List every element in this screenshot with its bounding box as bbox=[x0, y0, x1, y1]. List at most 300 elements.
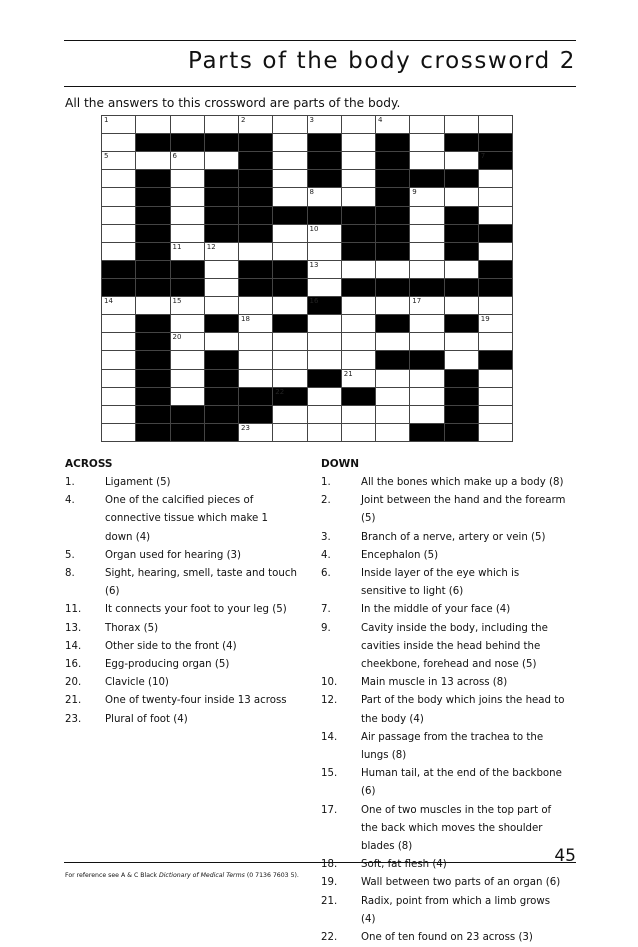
across-clue bbox=[65, 547, 297, 565]
grid-cell[interactable] bbox=[101, 242, 135, 260]
grid-cell-black bbox=[272, 278, 306, 296]
grid-cell[interactable] bbox=[307, 350, 341, 368]
grid-cell[interactable] bbox=[409, 260, 443, 278]
grid-cell[interactable] bbox=[238, 369, 272, 387]
clue-number: 15 bbox=[172, 297, 182, 306]
grid-cell[interactable] bbox=[341, 423, 375, 441]
grid-cell-black bbox=[444, 242, 478, 260]
clue-text: Encephalon (5) bbox=[361, 549, 439, 561]
grid-cell[interactable] bbox=[341, 314, 375, 332]
clue-index: 5. bbox=[65, 549, 75, 561]
grid-cell-black bbox=[238, 224, 272, 242]
grid-cell-black bbox=[135, 332, 169, 350]
grid-cell[interactable] bbox=[204, 242, 238, 260]
grid-cell-black bbox=[238, 387, 272, 405]
page-title: Parts of the body crossword 2 bbox=[188, 48, 576, 74]
grid-cell-black bbox=[375, 350, 409, 368]
grid-cell-black bbox=[341, 206, 375, 224]
clue-index: 21. bbox=[321, 895, 338, 907]
across-clue bbox=[65, 492, 297, 547]
grid-cell[interactable] bbox=[409, 151, 443, 169]
clue-number: 18 bbox=[241, 315, 250, 324]
down-clue bbox=[321, 765, 566, 801]
down-clue bbox=[321, 492, 566, 528]
title-underline bbox=[64, 86, 576, 87]
grid-cell[interactable] bbox=[307, 314, 341, 332]
grid-cell[interactable] bbox=[101, 296, 135, 314]
grid-cell-black bbox=[409, 350, 443, 368]
clue-number: 20 bbox=[172, 333, 182, 342]
grid-cell-black bbox=[478, 133, 512, 151]
grid-cell-black bbox=[272, 206, 306, 224]
grid-cell[interactable] bbox=[341, 115, 375, 133]
grid-cell[interactable] bbox=[272, 169, 306, 187]
grid-cell[interactable] bbox=[341, 187, 375, 205]
grid-cell-black bbox=[341, 242, 375, 260]
grid-cell-black bbox=[307, 206, 341, 224]
grid-cell[interactable] bbox=[135, 115, 169, 133]
clue-index: 19. bbox=[321, 877, 338, 889]
grid-cell[interactable] bbox=[272, 423, 306, 441]
grid-cell-black bbox=[341, 224, 375, 242]
grid-cell[interactable] bbox=[375, 332, 409, 350]
grid-cell[interactable] bbox=[170, 369, 204, 387]
grid-cell[interactable] bbox=[204, 278, 238, 296]
grid-cell-black bbox=[375, 224, 409, 242]
across-heading: ACROSS bbox=[65, 458, 113, 470]
grid-cell[interactable] bbox=[238, 350, 272, 368]
grid-cell[interactable] bbox=[341, 169, 375, 187]
grid-cell-black bbox=[478, 151, 512, 169]
grid-cell-black bbox=[375, 314, 409, 332]
grid-cell-black bbox=[375, 242, 409, 260]
clue-index: 9. bbox=[321, 622, 331, 634]
down-clues bbox=[321, 474, 566, 947]
grid-cell[interactable] bbox=[135, 296, 169, 314]
clue-index: 20. bbox=[65, 677, 82, 689]
clue-text: One of ten found on 23 across (3) bbox=[361, 932, 533, 944]
grid-cell-black bbox=[409, 169, 443, 187]
grid-cell-black bbox=[444, 405, 478, 423]
clue-number: 3 bbox=[309, 116, 314, 124]
grid-cell[interactable] bbox=[204, 332, 238, 350]
grid-cell-black bbox=[170, 260, 204, 278]
down-clue bbox=[321, 529, 566, 547]
clue-number: 2 bbox=[241, 116, 246, 124]
across-clue bbox=[65, 656, 297, 674]
grid-cell[interactable] bbox=[238, 115, 272, 133]
grid-cell[interactable] bbox=[101, 387, 135, 405]
bottom-rule bbox=[64, 862, 576, 863]
grid-cell-black bbox=[204, 187, 238, 205]
grid-cell[interactable] bbox=[478, 296, 512, 314]
grid-cell-black bbox=[478, 224, 512, 242]
grid-cell[interactable] bbox=[307, 115, 341, 133]
grid-cell[interactable] bbox=[101, 224, 135, 242]
down-clue bbox=[321, 601, 566, 619]
grid-cell-black bbox=[444, 224, 478, 242]
intro-text: All the answers to this crossword are parts of the body. bbox=[65, 96, 401, 110]
grid-cell[interactable] bbox=[101, 423, 135, 441]
grid-cell-black bbox=[238, 151, 272, 169]
down-clue bbox=[321, 565, 566, 601]
grid-cell-black bbox=[204, 387, 238, 405]
clue-text: Wall between two parts of an organ (6) bbox=[361, 877, 561, 889]
grid-cell[interactable] bbox=[375, 423, 409, 441]
grid-cell[interactable] bbox=[341, 332, 375, 350]
grid-cell[interactable] bbox=[170, 350, 204, 368]
grid-cell-black bbox=[444, 278, 478, 296]
grid-cell[interactable] bbox=[409, 387, 443, 405]
grid-cell-black bbox=[135, 224, 169, 242]
grid-cell[interactable] bbox=[307, 242, 341, 260]
grid-cell[interactable] bbox=[444, 350, 478, 368]
grid-cell-black bbox=[135, 187, 169, 205]
grid-cell-black bbox=[375, 151, 409, 169]
grid-cell-black bbox=[307, 133, 341, 151]
clue-index: 2. bbox=[321, 495, 331, 507]
grid-cell[interactable] bbox=[272, 350, 306, 368]
grid-cell[interactable] bbox=[170, 206, 204, 224]
grid-cell[interactable] bbox=[307, 224, 341, 242]
grid-cell-black bbox=[444, 423, 478, 441]
grid-cell-black bbox=[204, 206, 238, 224]
grid-cell[interactable] bbox=[341, 405, 375, 423]
grid-cell[interactable] bbox=[444, 187, 478, 205]
grid-cell[interactable] bbox=[444, 151, 478, 169]
grid-cell[interactable] bbox=[478, 242, 512, 260]
grid-cell-black bbox=[135, 387, 169, 405]
clue-text: Main muscle in 13 across (8) bbox=[361, 677, 508, 689]
grid-cell[interactable] bbox=[307, 332, 341, 350]
grid-cell[interactable] bbox=[478, 369, 512, 387]
grid-cell[interactable] bbox=[375, 115, 409, 133]
grid-cell[interactable] bbox=[307, 278, 341, 296]
top-rule bbox=[64, 40, 576, 41]
grid-cell[interactable] bbox=[478, 405, 512, 423]
grid-cell[interactable] bbox=[101, 206, 135, 224]
grid-cell-black bbox=[375, 278, 409, 296]
clue-number: 13 bbox=[309, 260, 319, 269]
grid-cell[interactable] bbox=[444, 296, 478, 314]
grid-cell[interactable] bbox=[272, 224, 306, 242]
grid-cell-black bbox=[204, 133, 238, 151]
grid-cell[interactable] bbox=[272, 369, 306, 387]
grid-cell-black bbox=[204, 224, 238, 242]
grid-cell-black bbox=[375, 133, 409, 151]
grid-cell[interactable] bbox=[409, 187, 443, 205]
clue-text: One of twenty-four inside 13 across bbox=[105, 695, 287, 707]
down-clue bbox=[321, 856, 566, 874]
grid-cell[interactable] bbox=[204, 151, 238, 169]
grid-cell[interactable] bbox=[478, 332, 512, 350]
grid-cell[interactable] bbox=[375, 369, 409, 387]
grid-cell[interactable] bbox=[101, 332, 135, 350]
clue-index: 6. bbox=[321, 568, 331, 580]
grid-cell-black bbox=[238, 278, 272, 296]
grid-cell[interactable] bbox=[272, 332, 306, 350]
clue-number: 16 bbox=[309, 297, 319, 306]
grid-cell-black bbox=[135, 314, 169, 332]
clue-text: Clavicle (10) bbox=[105, 677, 169, 689]
grid-cell-black bbox=[135, 278, 169, 296]
grid-cell[interactable] bbox=[375, 387, 409, 405]
grid-cell[interactable] bbox=[170, 187, 204, 205]
clue-number: 22 bbox=[275, 387, 285, 396]
grid-cell-black bbox=[170, 405, 204, 423]
grid-cell[interactable] bbox=[409, 332, 443, 350]
grid-cell[interactable] bbox=[375, 260, 409, 278]
clue-text: Plural of foot (4) bbox=[105, 713, 188, 725]
footer-text-after: (0 7136 7603 5). bbox=[244, 872, 299, 879]
grid-cell[interactable] bbox=[444, 332, 478, 350]
clue-index: 14. bbox=[65, 640, 82, 652]
page-number: 45 bbox=[554, 846, 576, 866]
grid-cell[interactable] bbox=[444, 115, 478, 133]
clue-text: Branch of a nerve, artery or vein (5) bbox=[361, 531, 546, 543]
across-clue bbox=[65, 674, 297, 692]
footer-book-title: Dictionary of Medical Terms bbox=[158, 872, 245, 879]
grid-cell-black bbox=[272, 260, 306, 278]
grid-cell-black bbox=[238, 133, 272, 151]
clue-index: 4. bbox=[321, 549, 331, 561]
grid-cell-black bbox=[135, 242, 169, 260]
grid-cell[interactable] bbox=[409, 369, 443, 387]
grid-cell[interactable] bbox=[478, 206, 512, 224]
grid-cell[interactable] bbox=[341, 151, 375, 169]
grid-cell[interactable] bbox=[170, 296, 204, 314]
grid-cell-black bbox=[238, 169, 272, 187]
grid-cell[interactable] bbox=[204, 296, 238, 314]
clue-index: 4. bbox=[65, 495, 75, 507]
grid-cell-black bbox=[409, 423, 443, 441]
grid-cell[interactable] bbox=[341, 133, 375, 151]
clue-text: Organ used for hearing (3) bbox=[105, 549, 241, 561]
grid-cell[interactable] bbox=[272, 242, 306, 260]
grid-cell-black bbox=[478, 260, 512, 278]
grid-cell[interactable] bbox=[272, 296, 306, 314]
down-heading: DOWN bbox=[321, 458, 360, 470]
grid-cell-black bbox=[135, 260, 169, 278]
grid-cell[interactable] bbox=[409, 314, 443, 332]
down-clue bbox=[321, 929, 566, 947]
grid-cell-black bbox=[135, 133, 169, 151]
clue-text: Air passage from the trachea to the lungs (8) bbox=[361, 731, 544, 762]
clue-number: 14 bbox=[104, 297, 113, 306]
grid-cell[interactable] bbox=[409, 206, 443, 224]
down-clue bbox=[321, 674, 566, 692]
grid-cell[interactable] bbox=[409, 224, 443, 242]
across-clue bbox=[65, 474, 297, 492]
grid-cell[interactable] bbox=[478, 314, 512, 332]
clue-text: Inside layer of the eye which is sensitive to light (6) bbox=[361, 568, 520, 598]
clue-text: It connects your foot to your leg (5) bbox=[105, 604, 287, 616]
grid-cell-black bbox=[101, 260, 135, 278]
grid-cell[interactable] bbox=[101, 350, 135, 368]
clue-index: 16. bbox=[65, 659, 82, 671]
clue-text: Soft, fat flesh (4) bbox=[361, 859, 447, 871]
down-clue bbox=[321, 620, 566, 675]
grid-cell-black bbox=[135, 350, 169, 368]
grid-cell[interactable] bbox=[478, 169, 512, 187]
clue-text: Human tail, at the end of the backbone (6) bbox=[361, 768, 562, 798]
across-clue bbox=[65, 711, 297, 729]
footer-reference bbox=[65, 872, 299, 879]
grid-cell[interactable] bbox=[101, 169, 135, 187]
grid-cell[interactable] bbox=[272, 151, 306, 169]
grid-cell[interactable] bbox=[375, 296, 409, 314]
grid-cell[interactable] bbox=[170, 242, 204, 260]
clue-index: 13. bbox=[65, 622, 82, 634]
clue-text: Ligament (5) bbox=[105, 477, 171, 488]
grid-cell[interactable] bbox=[101, 369, 135, 387]
grid-cell-black bbox=[444, 387, 478, 405]
footer-text-before: For reference see A & C Black bbox=[65, 872, 159, 879]
grid-cell[interactable] bbox=[341, 260, 375, 278]
grid-cell[interactable] bbox=[170, 115, 204, 133]
grid-cell[interactable] bbox=[341, 350, 375, 368]
grid-cell[interactable] bbox=[478, 187, 512, 205]
clue-text: One of the calcified pieces of connective tissue which make 1 down (4) bbox=[105, 495, 268, 543]
grid-cell-black bbox=[375, 169, 409, 187]
grid-cell-black bbox=[444, 206, 478, 224]
grid-cell[interactable] bbox=[272, 133, 306, 151]
across-clue bbox=[65, 565, 297, 601]
grid-cell[interactable] bbox=[170, 387, 204, 405]
down-clue bbox=[321, 692, 566, 728]
clue-text: Joint between the hand and the forearm (5) bbox=[361, 495, 566, 525]
grid-cell[interactable] bbox=[101, 187, 135, 205]
clue-index: 21. bbox=[65, 695, 82, 707]
grid-cell-black bbox=[204, 169, 238, 187]
grid-cell-black bbox=[272, 314, 306, 332]
grid-cell[interactable] bbox=[204, 115, 238, 133]
grid-cell[interactable] bbox=[478, 423, 512, 441]
grid-cell[interactable] bbox=[101, 314, 135, 332]
grid-cell-black bbox=[444, 133, 478, 151]
clue-number: 7 bbox=[480, 152, 486, 161]
grid-cell-black bbox=[135, 369, 169, 387]
clue-number: 5 bbox=[104, 152, 109, 161]
grid-cell-black bbox=[170, 278, 204, 296]
grid-cell[interactable] bbox=[307, 423, 341, 441]
grid-cell[interactable] bbox=[341, 296, 375, 314]
across-clue bbox=[65, 692, 297, 710]
grid-cell[interactable] bbox=[409, 242, 443, 260]
grid-cell-black bbox=[135, 405, 169, 423]
grid-cell[interactable] bbox=[170, 314, 204, 332]
grid-cell[interactable] bbox=[478, 387, 512, 405]
grid-cell[interactable] bbox=[478, 115, 512, 133]
clue-number: 19 bbox=[480, 315, 490, 324]
clue-index: 12. bbox=[321, 695, 338, 707]
grid-cell[interactable] bbox=[238, 242, 272, 260]
grid-cell[interactable] bbox=[409, 296, 443, 314]
down-clue bbox=[321, 802, 566, 857]
grid-cell[interactable] bbox=[272, 187, 306, 205]
grid-cell[interactable] bbox=[307, 260, 341, 278]
grid-cell[interactable] bbox=[272, 115, 306, 133]
clue-index: 18. bbox=[321, 859, 338, 871]
grid-cell[interactable] bbox=[272, 405, 306, 423]
grid-cell[interactable] bbox=[238, 423, 272, 441]
clue-text: Sight, hearing, smell, taste and touch (6) bbox=[105, 568, 297, 598]
grid-cell[interactable] bbox=[238, 296, 272, 314]
clue-number: 9 bbox=[412, 188, 417, 197]
clue-text: Egg-producing organ (5) bbox=[105, 659, 230, 671]
grid-cell[interactable] bbox=[341, 369, 375, 387]
grid-cell-black bbox=[341, 387, 375, 405]
clue-number: 21 bbox=[343, 369, 353, 378]
clue-index: 1. bbox=[321, 477, 331, 488]
grid-cell[interactable] bbox=[101, 405, 135, 423]
clue-text: One of two muscles in the top part of the back which moves the shoulder blades (8) bbox=[361, 804, 552, 853]
grid-cell[interactable] bbox=[101, 151, 135, 169]
grid-cell-black bbox=[478, 350, 512, 368]
grid-cell[interactable] bbox=[204, 260, 238, 278]
grid-cell[interactable] bbox=[409, 405, 443, 423]
grid-cell-black bbox=[170, 423, 204, 441]
clue-index: 8. bbox=[65, 568, 75, 580]
down-clue bbox=[321, 547, 566, 565]
grid-cell[interactable] bbox=[307, 387, 341, 405]
clue-text: Part of the body which joins the head to the body (4) bbox=[361, 695, 565, 725]
across-clue bbox=[65, 601, 297, 619]
clue-number: 4 bbox=[378, 116, 383, 124]
grid-cell[interactable] bbox=[307, 405, 341, 423]
clue-text: All the bones which make up a body (8) bbox=[361, 477, 564, 488]
grid-cell[interactable] bbox=[444, 260, 478, 278]
grid-cell-black bbox=[204, 405, 238, 423]
clue-number: 23 bbox=[241, 423, 250, 432]
down-clue bbox=[321, 874, 566, 892]
clue-index: 23. bbox=[65, 713, 82, 725]
clue-index: 22. bbox=[321, 932, 338, 944]
grid-cell[interactable] bbox=[238, 314, 272, 332]
clue-index: 14. bbox=[321, 731, 338, 743]
grid-cell-black bbox=[307, 169, 341, 187]
clue-number: 17 bbox=[412, 297, 422, 306]
grid-cell-black bbox=[272, 387, 306, 405]
grid-cell[interactable] bbox=[170, 169, 204, 187]
grid-cell[interactable] bbox=[170, 332, 204, 350]
clue-index: 7. bbox=[321, 604, 331, 616]
clue-index: 1. bbox=[65, 477, 75, 488]
grid-cell[interactable] bbox=[409, 115, 443, 133]
grid-cell[interactable] bbox=[375, 405, 409, 423]
grid-cell[interactable] bbox=[101, 115, 135, 133]
clue-number: 11 bbox=[172, 242, 182, 251]
grid-cell[interactable] bbox=[170, 151, 204, 169]
across-clues bbox=[65, 474, 297, 729]
grid-cell-black bbox=[101, 278, 135, 296]
grid-cell-black bbox=[170, 133, 204, 151]
grid-cell[interactable] bbox=[135, 151, 169, 169]
grid-cell-black bbox=[341, 278, 375, 296]
grid-cell[interactable] bbox=[307, 187, 341, 205]
grid-cell[interactable] bbox=[238, 332, 272, 350]
grid-cell[interactable] bbox=[409, 133, 443, 151]
grid-cell-black bbox=[307, 369, 341, 387]
clue-index: 17. bbox=[321, 804, 338, 816]
grid-cell[interactable] bbox=[101, 133, 135, 151]
grid-cell-black bbox=[307, 151, 341, 169]
clue-number: 1 bbox=[104, 116, 109, 124]
grid-cell[interactable] bbox=[170, 224, 204, 242]
clue-index: 3. bbox=[321, 531, 331, 543]
grid-cell-black bbox=[204, 369, 238, 387]
clue-text: Cavity inside the body, including the cavities inside the head behind the cheekbone, forehead and nose (5) bbox=[361, 622, 548, 671]
